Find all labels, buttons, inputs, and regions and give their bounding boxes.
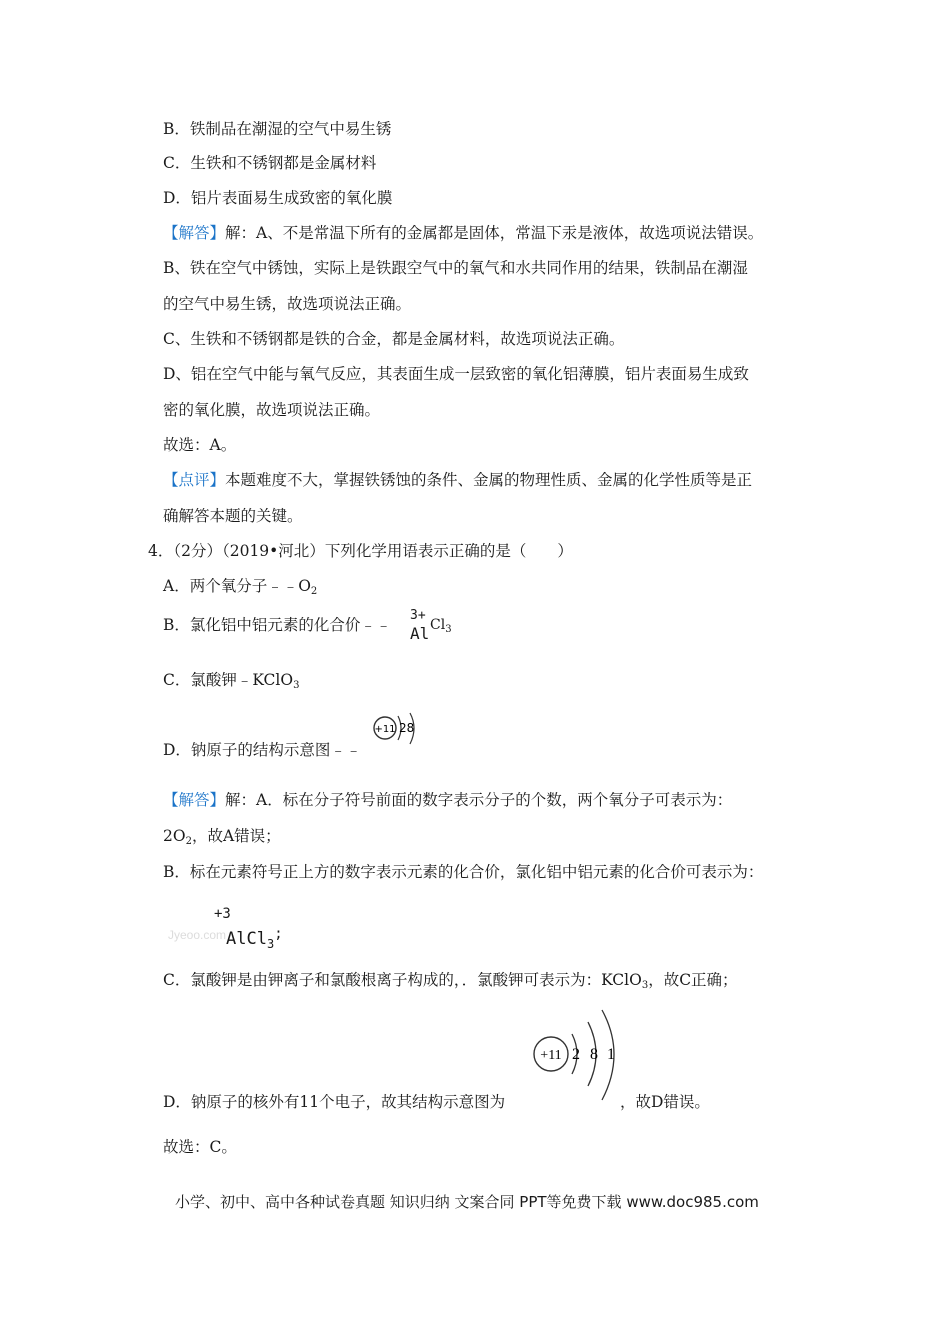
q4-answer-a-conclusion: ，故A错误； xyxy=(191,827,281,845)
answer-text: 解：A、不是常温下所有的金属都是固体，常温下汞是液体，故选项说法错误。 xyxy=(225,224,764,242)
q4-option-a-text: A．两个氧分子﹣﹣O xyxy=(163,577,311,595)
option-c: C．生铁和不锈钢都是金属材料 xyxy=(163,154,377,172)
sodium-atom-diagram-large xyxy=(528,1008,636,1104)
q4-answer-c-sub: 3 xyxy=(641,980,649,991)
shell-3-label: 1 xyxy=(607,1046,615,1063)
comment-tag: 【点评】 xyxy=(163,471,226,489)
two-o2: 2O xyxy=(163,827,186,845)
q4-option-a-sub: 2 xyxy=(310,586,318,597)
q4-option-c-text: C．氯酸钾﹣KClO xyxy=(163,671,294,689)
answer-line-2: B、铁在空气中锈蚀，实际上是铁跟空气中的氧气和水共同作用的结果，铁制品在潮湿 xyxy=(163,259,748,277)
small-shells-label: 28 xyxy=(399,721,415,735)
al-charge: 3+ xyxy=(410,608,426,623)
answer-tag: 【解答】 xyxy=(163,224,226,242)
al-valence-symbol xyxy=(410,610,430,644)
option-d: D．铝片表面易生成致密的氧化膜 xyxy=(163,189,393,207)
q4-answer-line-d xyxy=(163,1092,505,1112)
alcl3-main xyxy=(226,926,283,951)
shell-1-label: 2 xyxy=(572,1046,580,1063)
large-nucleus-label: +11 xyxy=(540,1048,562,1063)
two-o2-sub: 2 xyxy=(185,836,192,847)
q4-answer-c-conclusion: ，故C正确； xyxy=(648,971,738,989)
q4-answer-c-text: C．氯酸钾是由钾离子和氯酸根离子构成的，．氯酸钾可表示为：KClO xyxy=(163,971,642,989)
cl-sub: 3 xyxy=(445,624,452,635)
comment-line-1 xyxy=(163,470,752,490)
alcl3-semicolon: ; xyxy=(274,926,283,942)
alcl3-sub: 3 xyxy=(266,937,275,951)
q4-option-a xyxy=(163,576,317,602)
q4-answer-d-conclusion: ，故D错误。 xyxy=(620,1093,710,1111)
q4-answer-line-3: B．标在元素符号正上方的数字表示元素的化合价，氯化铝中铝元素的化合价可表示为： xyxy=(163,863,764,881)
q4-option-b xyxy=(163,615,391,635)
q4-option-b-text: B．氯化铝中铝元素的化合价﹣﹣ xyxy=(163,616,392,634)
footer-text: 小学、初中、高中各种试卷真题 知识归纳 文案合同 PPT等免费下载 www.doc985.com xyxy=(175,1193,759,1211)
alcl3-valence: +3 xyxy=(214,906,231,922)
answer-choice: 故选：A。 xyxy=(163,436,237,454)
alcl3-text: AlCl xyxy=(226,929,267,949)
comment-line-2: 确解答本题的关键。 xyxy=(163,507,303,525)
answer-line-3: 的空气中易生锈，故选项说法正确。 xyxy=(163,295,412,313)
q4-answer-line-1 xyxy=(163,790,732,810)
answer-line-4: C、生铁和不锈钢都是铁的合金，都是金属材料，故选项说法正确。 xyxy=(163,330,625,348)
answer-line-5: D、铝在空气中能与氧气反应，其表面生成一层致密的氧化铝薄膜，铝片表面易生成致 xyxy=(163,365,749,383)
al-element: Al xyxy=(410,624,430,643)
q4-answer-line-2 xyxy=(163,826,281,852)
q4-answer-d-text: D．钠原子的核外有11个电子，故其结构示意图为 xyxy=(163,1093,506,1111)
question-4-stem: 4．（2分）（2019•河北）下列化学用语表示正确的是（ ） xyxy=(148,542,573,560)
q4-answer-line-c xyxy=(163,970,738,996)
shell-2-label: 8 xyxy=(590,1046,598,1063)
q4-option-c xyxy=(163,670,299,696)
q4-answer-choice: 故选：C。 xyxy=(163,1138,237,1156)
jyeoo-watermark: Jyeoo.com xyxy=(168,928,227,942)
cl-text: Cl xyxy=(430,617,446,633)
q4-answer-text: 解：A．标在分子符号前面的数字表示分子的个数，两个氧分子可表示为： xyxy=(225,791,733,809)
q4-option-d: D．钠原子的结构示意图﹣﹣ xyxy=(163,741,362,759)
option-b: B．铁制品在潮湿的空气中易生锈 xyxy=(163,120,392,138)
sodium-atom-diagram-small xyxy=(370,710,426,750)
q4-answer-tag: 【解答】 xyxy=(163,791,226,809)
answer-line-6: 密的氧化膜，故选项说法正确。 xyxy=(163,401,381,419)
q4-option-b-rest xyxy=(430,615,452,640)
alcl3-formula xyxy=(214,906,304,952)
comment-text: 本题难度不大，掌握铁锈蚀的条件、金属的物理性质、金属的化学性质等是正 xyxy=(225,471,753,489)
answer-line-1 xyxy=(163,223,763,243)
q4-option-c-sub: 3 xyxy=(293,680,300,691)
small-nucleus-label: +11 xyxy=(374,724,396,735)
